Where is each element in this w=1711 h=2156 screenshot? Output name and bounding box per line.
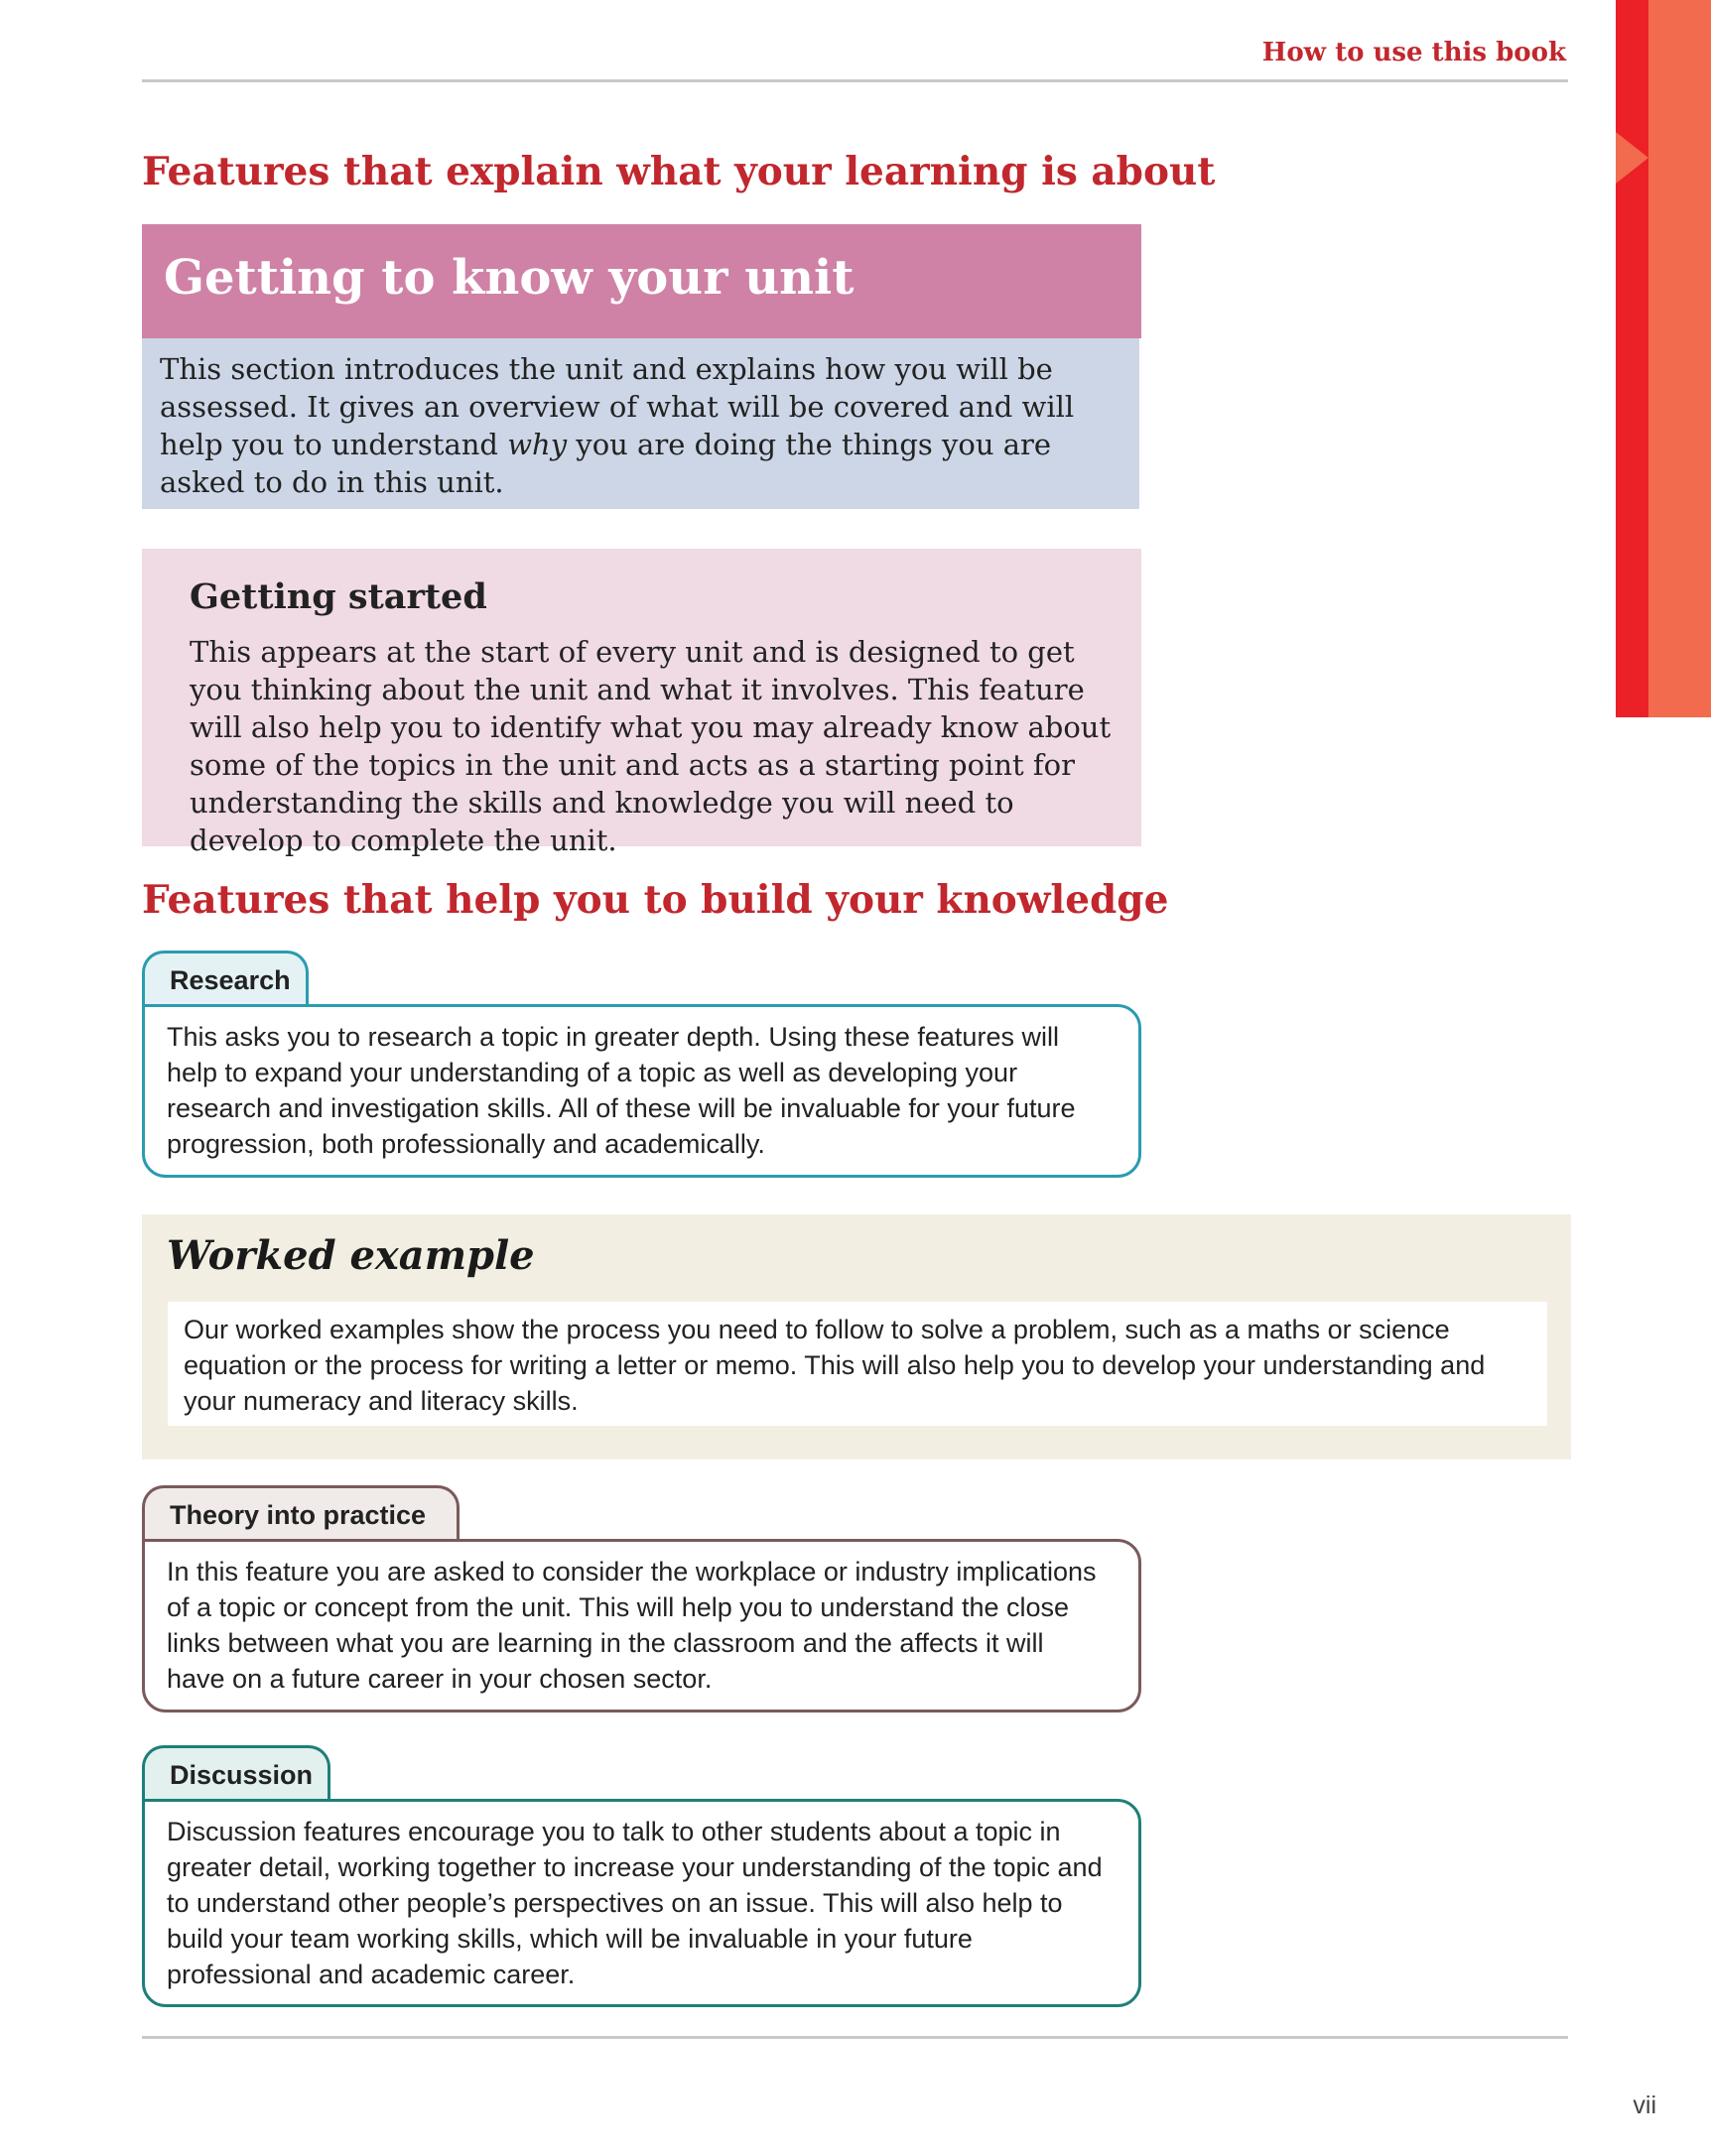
side-tab-red xyxy=(1616,0,1648,717)
top-rule xyxy=(142,79,1568,82)
getting-started-text: This appears at the start of every unit and is designed to get you thinking about the unit and what it involves. This feature will also help you to identify what you may already know about some of the topics in the unit and acts as a starting point for understanding the skills and knowledge you will need to develop to complete the unit. xyxy=(190,635,1112,857)
emphasis-why: why xyxy=(507,428,568,461)
page-number: vii xyxy=(1633,2092,1656,2119)
discussion-box: Discussion features encourage you to talk to other students about a topic in greater detail, working together to increase your understanding of the topic and to understand other people’s perspectives on an issue. This will also help to build your team working skills, which will be invaluable in your future professional and academic career. xyxy=(142,1799,1141,2007)
bottom-rule xyxy=(142,2036,1568,2039)
discussion-label: Discussion xyxy=(142,1745,330,1803)
theory-into-practice-box: In this feature you are asked to consider the workplace or industry implications of a topic or concept from the unit. This will help you to understand the close links between what you are learning in the classroom and the affects it will have on a future career in your chosen sector. xyxy=(142,1539,1141,1712)
research-box: This asks you to research a topic in greater depth. Using these features will help to expand your understanding of a topic as well as developing your research and investigation skills. All of these will be invaluable for your future progression, both professionally and academically. xyxy=(142,1004,1141,1178)
side-tab-orange xyxy=(1648,0,1711,717)
worked-example-text: Our worked examples show the process you need to follow to solve a problem, such as a maths or science equation or the process for writing a letter or memo. This will also help you to develop your understanding and your numeracy and literacy skills. xyxy=(168,1302,1547,1426)
side-tab-notch xyxy=(1616,132,1648,184)
running-head: How to use this book xyxy=(1261,38,1566,67)
getting-to-know-text: This section introduces the unit and explains how you will be assessed. It gives an overview of what will be covered and will help you to understand why you are doing the things you are asked to do in this unit. xyxy=(142,338,1139,509)
getting-started-title: Getting started xyxy=(190,576,487,617)
worked-example-title: Worked example xyxy=(167,1232,535,1279)
getting-to-know-title: Getting to know your unit xyxy=(142,224,1141,338)
research-label: Research xyxy=(142,951,309,1008)
section-heading-build: Features that help you to build your knowledge xyxy=(142,877,1169,923)
theory-into-practice-label: Theory into practice xyxy=(142,1485,460,1543)
getting-started-box xyxy=(142,549,1141,857)
section-heading-explain: Features that explain what your learning is about xyxy=(142,149,1216,194)
